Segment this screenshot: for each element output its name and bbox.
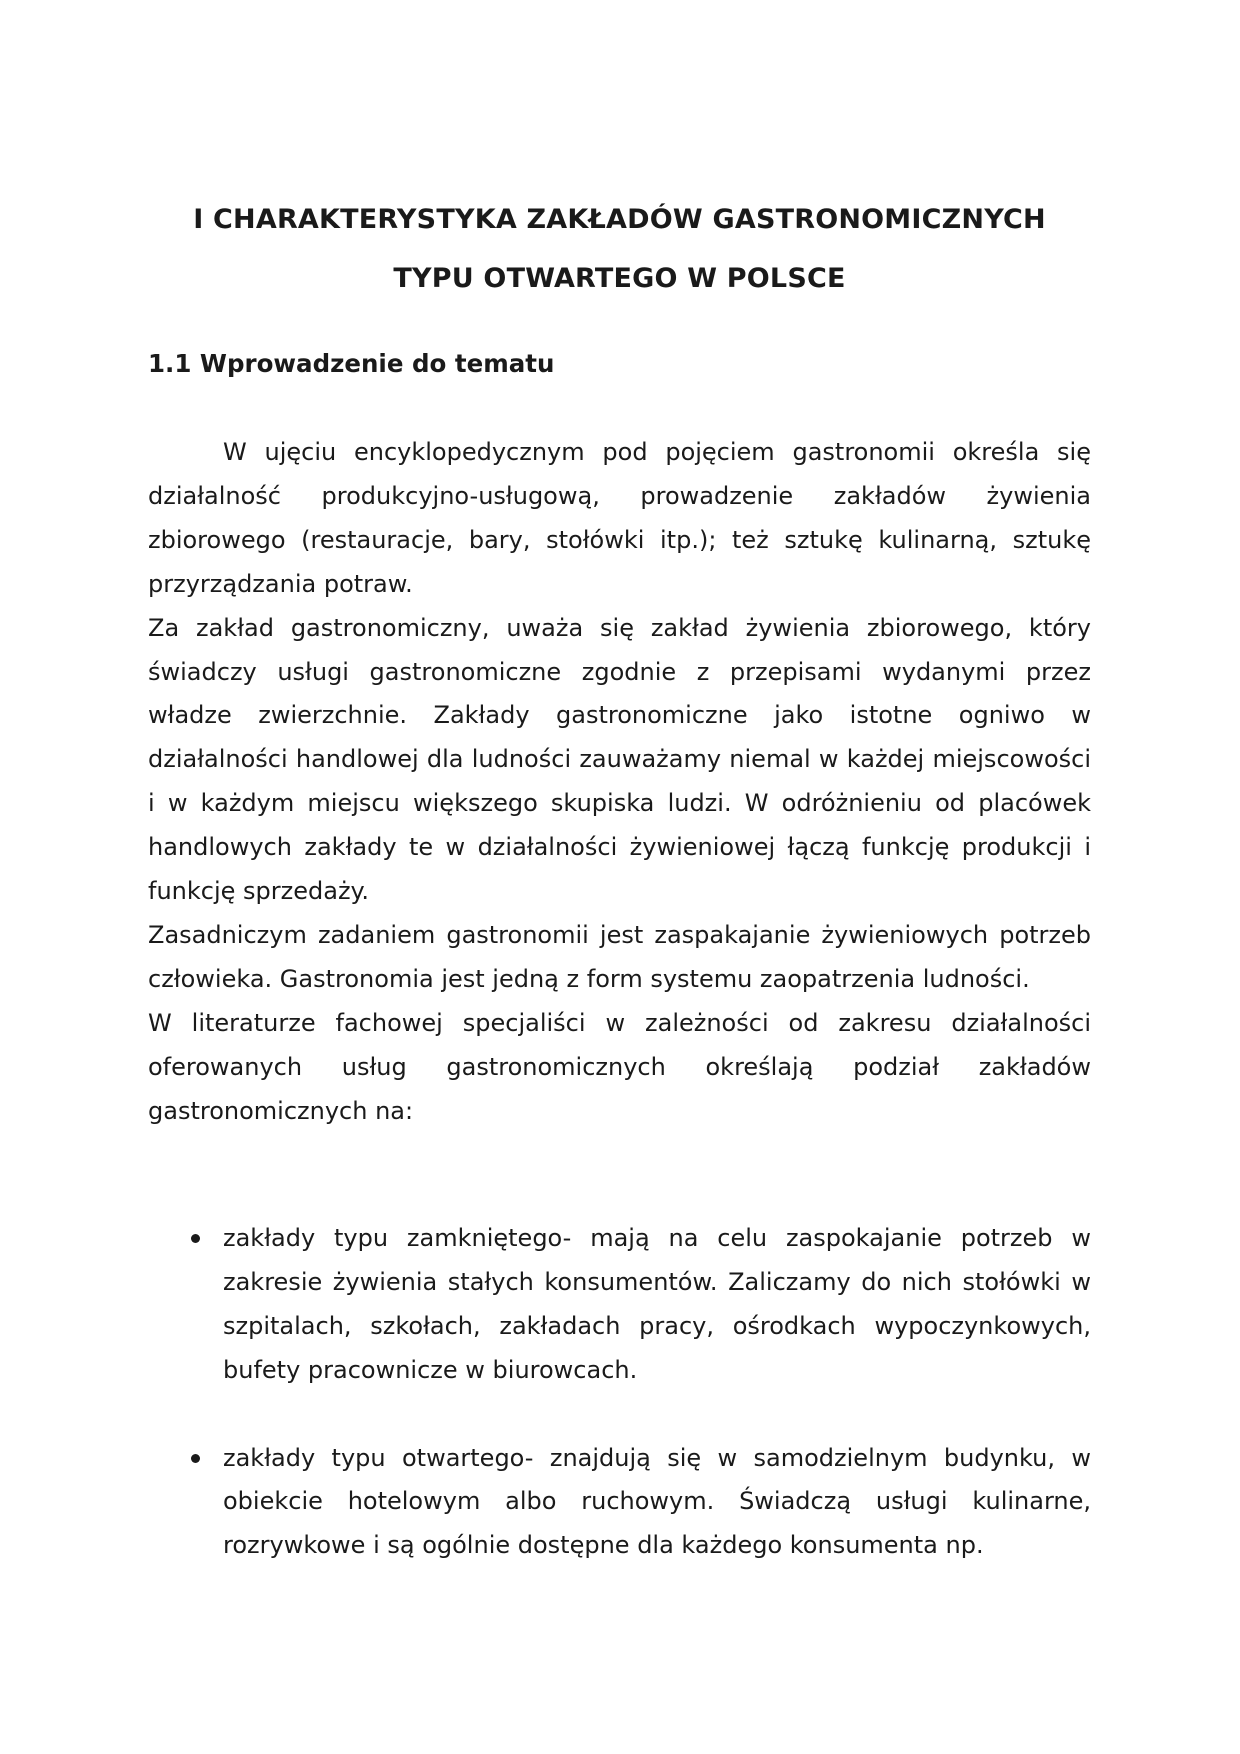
body-text bbox=[148, 431, 1091, 1134]
paragraph-intro: W ujęciu encyklopedycznym pod pojęciem gastronomii określa się działalność produkcyjno-usługową, prowadzenie zakładów żywienia zbiorowego (restauracje, bary, stołówki itp.); też sztukę kulinarną, sztukę przyrządzania potraw. bbox=[148, 438, 1091, 598]
paragraph-classification: W literaturze fachowej specjaliści w zależności od zakresu działalności oferowanych usług gastronomicznych określają podział zakładów gastronomicznych na: bbox=[148, 1008, 1091, 1125]
list-item bbox=[148, 1437, 1091, 1569]
bullet-icon bbox=[191, 1234, 200, 1243]
bullet-list bbox=[148, 1217, 1091, 1612]
document-page bbox=[148, 0, 1091, 1754]
list-item-text: zakłady typu zamkniętego- mają na celu zaspokajanie potrzeb w zakresie żywienia stałych konsumentów. Zaliczamy do nich stołówki w szpitalach, szkołach, zakładach pracy, ośrodkach wypoczynkowych, bufety pracownicze w biurowcach. bbox=[223, 1224, 1091, 1384]
list-item bbox=[148, 1217, 1091, 1393]
chapter-title bbox=[148, 190, 1091, 308]
chapter-title-line-2: TYPU OTWARTEGO W POLSCE bbox=[393, 263, 846, 294]
bullet-icon bbox=[191, 1454, 200, 1463]
paragraph-purpose: Zasadniczym zadaniem gastronomii jest zaspakajanie żywieniowych potrzeb człowieka. Gastronomia jest jedną z form systemu zaopatrzenia ludności. bbox=[148, 920, 1091, 993]
list-item-text: zakłady typu otwartego- znajdują się w samodzielnym budynku, w obiekcie hotelowym albo ruchowym. Świadczą usługi kulinarne, rozrywkowe i są ogólnie dostępne dla każdego konsumenta np. bbox=[223, 1443, 1091, 1560]
section-heading: 1.1 Wprowadzenie do tematu bbox=[148, 349, 555, 378]
chapter-title-line-1: I CHARAKTERYSTYKA ZAKŁADÓW GASTRONOMICZNYCH bbox=[193, 204, 1046, 235]
paragraph-definition: Za zakład gastronomiczny, uważa się zakład żywienia zbiorowego, który świadczy usługi gastronomiczne zgodnie z przepisami wydanymi przez władze zwierzchnie. Zakłady gastronomiczne jako istotne ogniwo w działalności handlowej dla ludności zauważamy niemal w każdej miejscowości i w każdym miejscu większego skupiska ludzi. W odróżnieniu od placówek handlowych zakłady te w działalności żywieniowej łączą funkcję produkcji i funkcję sprzedaży. bbox=[148, 613, 1091, 906]
